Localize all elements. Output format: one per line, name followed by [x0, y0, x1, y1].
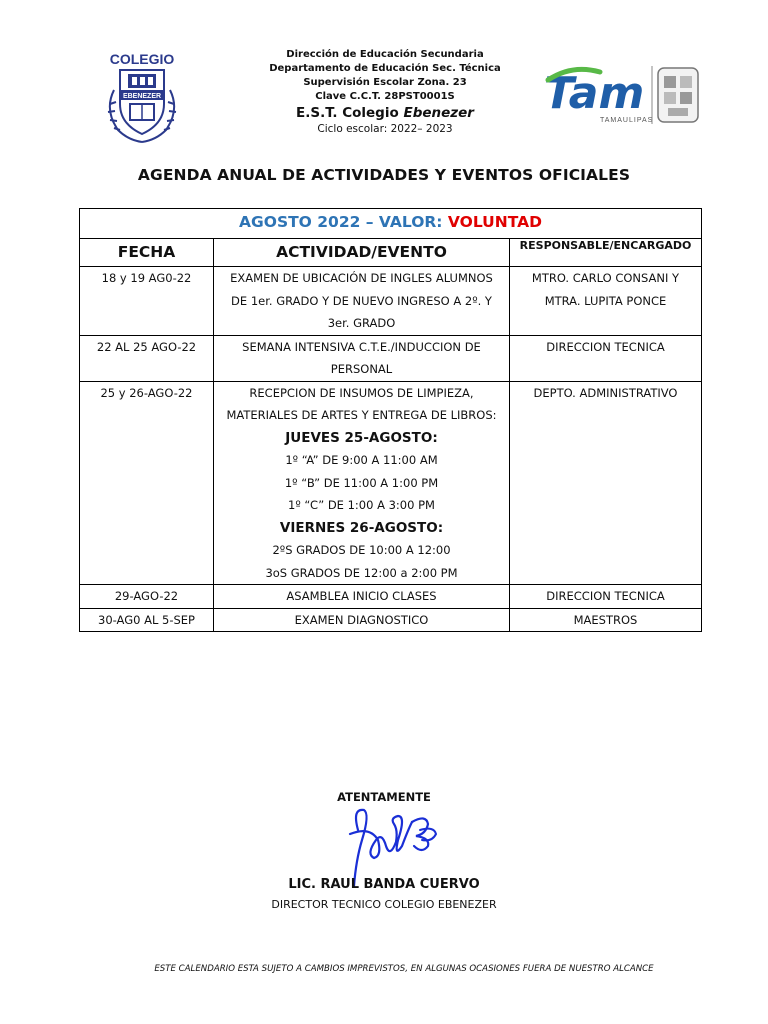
signer-role: DIRECTOR TECNICO COLEGIO EBENEZER	[271, 898, 497, 911]
page-title: AGENDA ANUAL DE ACTIVIDADES Y EVENTOS OFICIALES	[137, 166, 631, 184]
month-prefix: AGOSTO 2022 – VALOR:	[239, 213, 443, 231]
agenda-table	[79, 208, 702, 632]
row-activity-line: DE 1er. GRADO Y DE NUEVO INGRESO A 2º. Y	[231, 293, 492, 308]
row-activity-line: EXAMEN DE UBICACIÓN DE INGLES ALUMNOS	[230, 271, 493, 285]
closing-salutation: ATENTAMENTE	[337, 790, 431, 804]
school-name-line	[230, 104, 540, 122]
header-line-4: Clave C.C.T. 28PST0001S	[315, 91, 455, 102]
schedule-item: 1º “A” DE 9:00 A 11:00 AM	[285, 453, 438, 467]
row-activity-line: MATERIALES DE ARTES Y ENTREGA DE LIBROS:	[226, 408, 497, 422]
column-header-activity: ACTIVIDAD/EVENTO	[214, 239, 510, 267]
school-name: Ebenezer	[403, 105, 474, 121]
school-crest-logo	[94, 50, 190, 146]
row-activity-line: SEMANA INTENSIVA C.T.E./INDUCCION DE	[242, 339, 481, 354]
day-heading-friday: VIERNES 26-AGOSTO:	[279, 519, 444, 536]
table-row	[80, 335, 702, 381]
table-row	[80, 585, 702, 609]
month-heading	[80, 209, 702, 239]
table-row	[80, 267, 702, 336]
table-row	[80, 608, 702, 632]
row-responsible-line: MTRO. CARLO CONSANI Y	[531, 271, 680, 285]
schedule-item: 2ºS GRADOS DE 10:00 A 12:00	[272, 543, 451, 557]
row-date: 18 y 19 AG0-22	[101, 271, 192, 285]
header-line-3: Supervisión Escolar Zona. 23	[303, 77, 467, 88]
header-text	[230, 48, 540, 136]
row-responsible-line: MTRA. LUPITA PONCE	[544, 293, 667, 308]
school-cycle: Ciclo escolar: 2022– 2023	[317, 123, 453, 135]
tamaulipas-logo	[542, 58, 702, 128]
row-responsible-line: MAESTROS	[573, 612, 638, 627]
tamaulipas-sub: TAMAULIPAS	[600, 117, 654, 124]
header-line-1: Dirección de Educación Secundaria	[286, 49, 484, 60]
row-responsible-line: DIRECCION TECNICA	[546, 339, 665, 354]
row-activity-line: 3er. GRADO	[327, 316, 396, 330]
column-header-row	[80, 239, 702, 267]
row-date: 25 y 26-AGO-22	[100, 385, 193, 400]
column-header-responsible: RESPONSABLE/ENCARGADO	[510, 239, 702, 267]
row-responsible-line: DEPTO. ADMINISTRATIVO	[533, 385, 678, 400]
column-header-date: FECHA	[80, 239, 214, 267]
row-date: 30-AG0 AL 5-SEP	[98, 612, 195, 627]
row-activity-line: PERSONAL	[330, 362, 393, 376]
footer-disclaimer: ESTE CALENDARIO ESTA SUJETO A CAMBIOS IMPREVISTOS, EN ALGUNAS OCASIONES FUERA DE NUESTRO ALCANCE	[154, 964, 654, 974]
school-prefix: E.S.T. Colegio	[296, 105, 399, 121]
schedule-item: 1º “C” DE 1:00 A 3:00 PM	[288, 498, 435, 512]
signer-name: LIC. RAUL BANDA CUERVO	[288, 877, 480, 892]
row-date: 29-AGO-22	[114, 589, 179, 603]
row-activity-line: EXAMEN DIAGNOSTICO	[294, 612, 429, 627]
schedule-item: 3oS GRADOS DE 12:00 a 2:00 PM	[265, 565, 458, 580]
table-row	[80, 381, 702, 585]
month-value: VOLUNTAD	[447, 213, 542, 231]
crest-badge-text: EBENEZER	[122, 93, 162, 100]
tam-wordmark: Tam	[544, 68, 645, 119]
day-heading-thursday: JUEVES 25-AGOSTO:	[285, 429, 438, 446]
row-activity-line: RECEPCION DE INSUMOS DE LIMPIEZA,	[249, 385, 474, 400]
crest-label: COLEGIO	[109, 51, 175, 67]
row-responsible-line: DIRECCION TECNICA	[546, 589, 665, 603]
month-row	[80, 209, 702, 239]
schedule-item: 1º “B” DE 11:00 A 1:00 PM	[284, 475, 439, 490]
row-date: 22 AL 25 AGO-22	[96, 339, 197, 354]
row-activity-line: ASAMBLEA INICIO CLASES	[286, 589, 437, 603]
header-line-2: Departamento de Educación Sec. Técnica	[269, 63, 501, 74]
